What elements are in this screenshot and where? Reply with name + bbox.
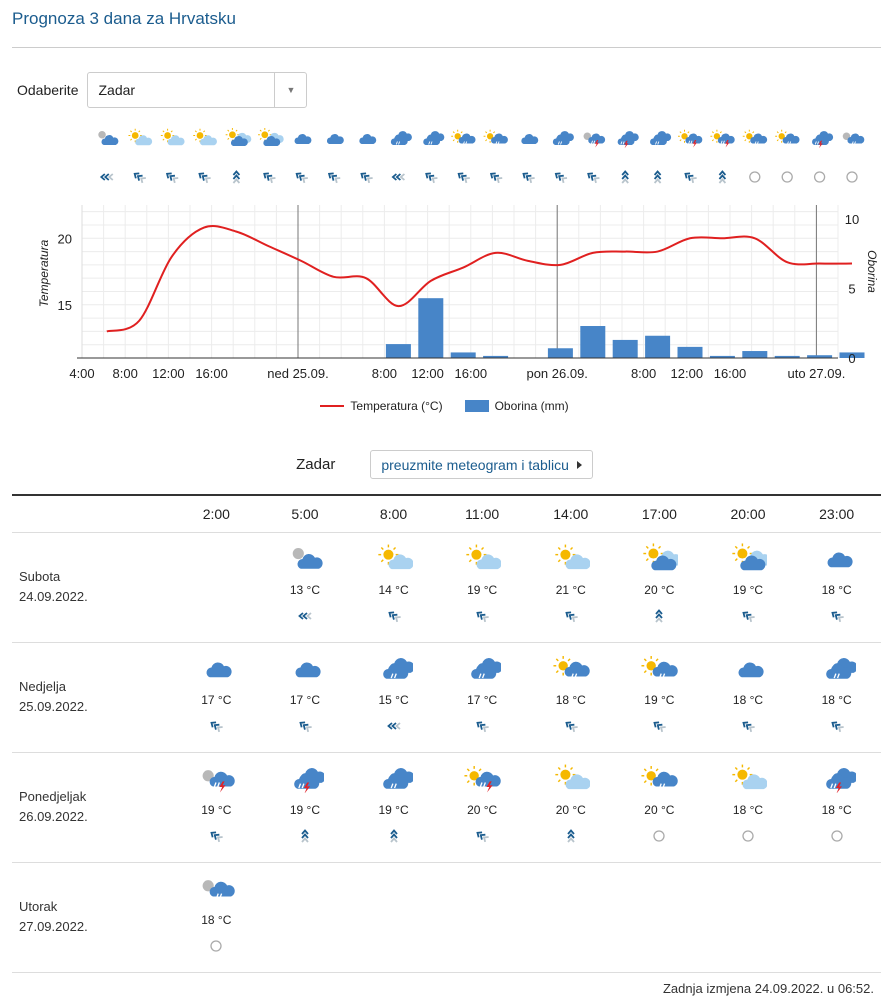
strip-wind-icon — [263, 171, 276, 183]
wind-icon — [206, 718, 226, 734]
wind-icon — [206, 938, 226, 954]
weather-icon — [463, 763, 501, 793]
precipitation-bar[interactable] — [580, 326, 605, 358]
legend-temperature[interactable] — [320, 399, 442, 413]
strip-weather-icon — [423, 131, 444, 145]
meteogram-icon-strip — [0, 128, 889, 190]
temperature-value: 20 °C — [644, 802, 675, 817]
caret-right-icon — [577, 461, 582, 469]
forecast-cell — [261, 532, 350, 642]
empty-forecast-cell — [615, 862, 704, 972]
precipitation-bar[interactable] — [613, 340, 638, 358]
day-name: Subota — [19, 569, 61, 584]
strip-weather-icon — [98, 131, 118, 145]
forecast-cell — [349, 642, 438, 752]
forecast-cell — [438, 752, 527, 862]
wind-icon — [295, 718, 315, 734]
city-select[interactable] — [87, 72, 307, 108]
legend-precipitation-label: Oborina (mm) — [494, 399, 569, 413]
header-time: 23:00 — [792, 495, 881, 532]
chart-legend — [0, 399, 889, 413]
strip-wind-icon — [782, 172, 792, 182]
wind-icon — [561, 608, 581, 624]
strip-weather-icon — [775, 130, 799, 145]
strip-weather-icon — [484, 130, 508, 145]
legend-precipitation[interactable] — [465, 399, 569, 413]
temperature-value: 19 °C — [378, 802, 409, 817]
temperature-value: 20 °C — [467, 802, 498, 817]
strip-wind-icon — [587, 171, 600, 183]
day-cell — [12, 752, 172, 862]
strip-wind-icon — [719, 172, 725, 184]
weather-icon — [286, 763, 324, 793]
download-meteogram-button[interactable] — [370, 450, 593, 479]
x-tick-label: 12:00 — [152, 366, 185, 381]
forecast-cell — [792, 752, 881, 862]
temperature-value: 18 °C — [821, 802, 852, 817]
weather-icon — [197, 653, 235, 683]
strip-weather-icon — [650, 131, 671, 145]
y-left-axis-title: Temperatura — [37, 239, 51, 308]
wind-icon — [472, 718, 492, 734]
wind-icon — [649, 718, 669, 734]
x-tick-label: 16:00 — [195, 366, 228, 381]
y-right-tick-label: 10 — [844, 211, 860, 227]
x-tick-label: uto 27.09. — [787, 366, 846, 381]
day-date: 25.09.2022. — [19, 699, 88, 714]
strip-wind-icon — [489, 171, 502, 183]
temperature-value: 13 °C — [289, 582, 321, 597]
forecast-cell — [526, 532, 615, 642]
day-date: 26.09.2022. — [19, 809, 88, 824]
y-right-tick-label: 0 — [848, 351, 856, 366]
strip-wind-icon — [847, 172, 857, 182]
strip-weather-icon — [553, 131, 574, 145]
wind-icon — [827, 608, 847, 624]
forecast-cell — [704, 752, 793, 862]
weather-icon — [197, 763, 235, 793]
x-tick-label: pon 26.09. — [526, 366, 588, 381]
temperature-value: 21 °C — [555, 582, 586, 597]
strip-weather-icon — [258, 128, 284, 146]
weather-icon — [640, 763, 678, 793]
header-time: 11:00 — [438, 495, 527, 532]
wind-icon — [649, 828, 669, 844]
strip-wind-icon — [622, 172, 628, 184]
weather-icon — [552, 763, 590, 793]
wind-icon — [561, 828, 581, 844]
weather-icon — [818, 653, 856, 683]
weather-icon — [729, 653, 767, 683]
strip-weather-icon — [584, 133, 606, 148]
strip-wind-icon — [554, 171, 567, 183]
precipitation-bar[interactable] — [386, 344, 411, 358]
precipitation-bar[interactable] — [418, 298, 443, 358]
temperature-value: 19 °C — [732, 582, 764, 597]
forecast-day-row — [12, 752, 881, 862]
header-time: 14:00 — [526, 495, 615, 532]
precipitation-bar[interactable] — [742, 351, 767, 358]
title-divider — [12, 47, 881, 48]
legend-temperature-label: Temperatura (°C) — [350, 399, 443, 413]
empty-forecast-cell — [438, 862, 527, 972]
strip-wind-icon — [393, 174, 405, 180]
forecast-cell — [615, 532, 704, 642]
strip-weather-icon — [161, 129, 185, 146]
forecast-day-row — [12, 532, 881, 642]
wind-icon — [472, 608, 492, 624]
forecast-cell — [172, 642, 261, 752]
strip-weather-icon — [128, 129, 152, 146]
strip-weather-icon — [451, 130, 475, 145]
weather-icon — [729, 763, 767, 793]
download-button-label: preuzmite meteogram i tablicu — [381, 456, 569, 473]
city-select-value: Zadar — [98, 82, 136, 98]
weather-icon — [552, 543, 590, 573]
weather-icon — [286, 653, 324, 683]
weather-icon — [286, 543, 324, 573]
wind-icon — [472, 828, 492, 844]
forecast-table — [12, 494, 881, 973]
strip-weather-icon — [618, 131, 639, 148]
weather-icon — [463, 653, 501, 683]
forecast-cell — [615, 642, 704, 752]
forecast-day-row — [12, 862, 881, 972]
weather-icon — [197, 873, 235, 903]
temperature-value: 20 °C — [644, 582, 675, 597]
strip-weather-icon — [391, 131, 412, 145]
temperature-value: 17 °C — [467, 692, 498, 707]
strip-weather-icon — [295, 134, 312, 144]
temperature-value: 19 °C — [467, 582, 498, 597]
strip-weather-icon — [193, 129, 217, 146]
wind-icon — [738, 718, 758, 734]
forecast-cell — [792, 532, 881, 642]
temperature-value: 18 °C — [555, 692, 586, 707]
y-left-tick-label: 15 — [57, 297, 72, 313]
strip-wind-icon — [522, 171, 535, 183]
empty-forecast-cell — [261, 862, 350, 972]
weather-icon — [375, 543, 413, 573]
wind-icon — [295, 608, 315, 624]
strip-weather-icon — [521, 134, 538, 144]
y-right-tick-label: 5 — [848, 281, 856, 297]
header-empty-cell — [12, 495, 172, 532]
strip-wind-icon — [457, 171, 470, 183]
table-header-row — [12, 495, 881, 532]
meteogram-chart — [0, 195, 889, 390]
header-time: 17:00 — [615, 495, 704, 532]
x-tick-label: 16:00 — [454, 366, 488, 381]
wind-icon — [206, 828, 226, 844]
forecast-cell — [261, 752, 350, 862]
strip-wind-icon — [295, 171, 308, 183]
strip-weather-icon — [843, 133, 865, 145]
day-name: Utorak — [19, 899, 58, 914]
legend-bar-swatch — [465, 400, 489, 412]
day-name: Nedjelja — [19, 679, 66, 694]
weather-icon — [818, 543, 856, 573]
forecast-day-row — [12, 642, 881, 752]
strip-wind-icon — [101, 174, 113, 180]
temperature-value: 18 °C — [821, 582, 852, 597]
temperature-value: 19 °C — [201, 802, 232, 817]
forecast-cell — [526, 642, 615, 752]
weather-icon — [640, 653, 678, 683]
header-time: 2:00 — [172, 495, 261, 532]
x-tick-label: 8:00 — [630, 366, 657, 381]
precipitation-bar[interactable] — [678, 347, 703, 358]
forecast-cell — [792, 642, 881, 752]
strip-weather-icon — [678, 130, 702, 148]
header-time: 8:00 — [349, 495, 438, 532]
weather-icon — [729, 543, 767, 573]
city-select-row — [17, 72, 307, 108]
forecast-cell — [438, 642, 527, 752]
forecast-cell — [526, 752, 615, 862]
last-update-note: Zadnja izmjena 24.09.2022. u 06:52. — [662, 981, 874, 996]
forecast-cell — [349, 532, 438, 642]
x-tick-label: 12:00 — [411, 366, 444, 381]
temperature-value: 17 °C — [289, 692, 321, 707]
forecast-cell — [615, 752, 704, 862]
empty-forecast-cell — [792, 862, 881, 972]
strip-weather-icon — [743, 130, 767, 145]
y-left-tick-label: 20 — [57, 231, 72, 247]
empty-forecast-cell — [172, 532, 261, 642]
location-name: Zadar — [296, 456, 336, 473]
wind-icon — [738, 828, 758, 844]
strip-wind-icon — [165, 171, 178, 183]
strip-weather-icon — [226, 128, 252, 146]
weather-icon — [552, 653, 590, 683]
strip-wind-icon — [750, 172, 760, 182]
wind-icon — [827, 718, 847, 734]
day-cell — [12, 642, 172, 752]
weather-icon — [463, 543, 501, 573]
temperature-value: 15 °C — [378, 692, 409, 707]
temperature-value: 20 °C — [555, 802, 586, 817]
wind-icon — [738, 608, 758, 624]
strip-wind-icon — [815, 172, 825, 182]
wind-icon — [384, 608, 404, 624]
weather-icon — [375, 763, 413, 793]
x-tick-label: 4:00 — [69, 366, 95, 381]
forecast-cell — [704, 642, 793, 752]
empty-forecast-cell — [526, 862, 615, 972]
precipitation-bar[interactable] — [451, 352, 476, 358]
forecast-cell — [172, 862, 261, 972]
temperature-line[interactable] — [107, 226, 852, 331]
strip-weather-icon — [812, 131, 833, 148]
forecast-cell — [261, 642, 350, 752]
forecast-cell — [172, 752, 261, 862]
weather-icon — [375, 653, 413, 683]
wind-icon — [827, 828, 847, 844]
strip-wind-icon — [233, 172, 239, 184]
strip-wind-icon — [425, 171, 438, 183]
day-cell — [12, 532, 172, 642]
weather-icon — [640, 543, 678, 573]
wind-icon — [384, 828, 404, 844]
empty-forecast-cell — [704, 862, 793, 972]
strip-wind-icon — [133, 171, 146, 183]
wind-icon — [561, 718, 581, 734]
empty-forecast-cell — [349, 862, 438, 972]
temperature-value: 18 °C — [821, 692, 852, 707]
day-date: 27.09.2022. — [19, 919, 88, 934]
strip-weather-icon — [710, 130, 734, 148]
forecast-table-body — [12, 532, 881, 972]
location-row — [0, 450, 889, 479]
strip-wind-icon — [198, 171, 211, 183]
precipitation-bar[interactable] — [645, 336, 670, 358]
temperature-value: 18 °C — [201, 912, 232, 927]
chevron-down-icon[interactable]: ▼ — [274, 73, 306, 107]
weather-icon — [818, 763, 856, 793]
day-name: Ponedjeljak — [19, 789, 87, 804]
select-label: Odaberite — [17, 82, 79, 98]
strip-wind-icon — [360, 171, 373, 183]
y-right-axis-title: Oborina — [865, 250, 879, 293]
strip-weather-icon — [327, 134, 344, 144]
x-tick-label: ned 25.09. — [267, 366, 329, 381]
wind-icon — [295, 828, 315, 844]
page-title: Prognoza 3 dana za Hrvatsku — [12, 9, 236, 28]
wind-icon — [649, 608, 669, 624]
header-time: 20:00 — [704, 495, 793, 532]
day-date: 24.09.2022. — [19, 589, 88, 604]
temperature-value: 17 °C — [201, 692, 232, 707]
strip-wind-icon — [327, 171, 340, 183]
x-tick-label: 8:00 — [371, 366, 398, 381]
legend-line-swatch — [320, 405, 344, 407]
x-tick-label: 16:00 — [713, 366, 747, 381]
temperature-value: 19 °C — [644, 692, 675, 707]
temperature-value: 19 °C — [289, 802, 321, 817]
strip-wind-icon — [655, 172, 661, 184]
strip-weather-icon — [359, 134, 376, 144]
x-tick-label: 8:00 — [112, 366, 138, 381]
header-time: 5:00 — [261, 495, 350, 532]
forecast-cell — [438, 532, 527, 642]
precipitation-bar[interactable] — [548, 348, 573, 358]
forecast-cell — [704, 532, 793, 642]
forecast-cell — [349, 752, 438, 862]
temperature-value: 14 °C — [378, 582, 409, 597]
day-cell — [12, 862, 172, 972]
strip-wind-icon — [684, 171, 697, 183]
temperature-value: 18 °C — [732, 802, 764, 817]
wind-icon — [384, 718, 404, 734]
x-tick-label: 12:00 — [670, 366, 704, 381]
temperature-value: 18 °C — [732, 692, 764, 707]
